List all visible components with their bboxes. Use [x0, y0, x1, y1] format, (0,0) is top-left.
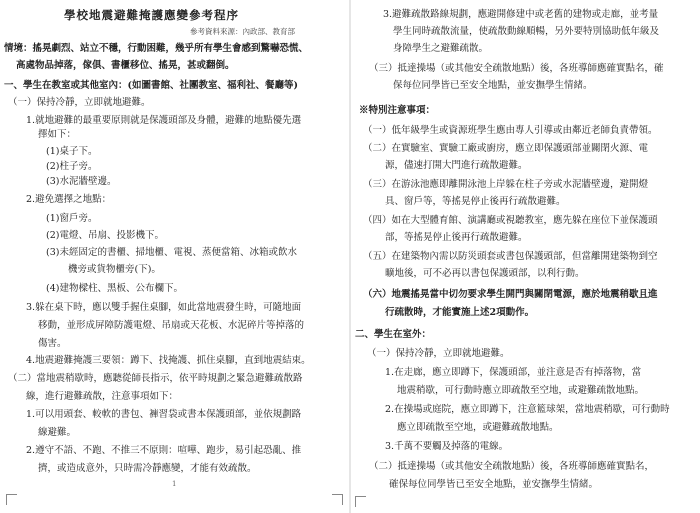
- list-item: (2)柱子旁。: [46, 161, 98, 172]
- list-item: 確保每位同學皆已至安全地點，並安撫學生情緒。: [389, 479, 599, 490]
- list-item: 應立即疏散至空地，或避難疏散地點。: [397, 422, 559, 433]
- section-heading-outdoor: 二、學生在室外：: [355, 329, 432, 340]
- section-heading-indoor: 一、學生在教室或其他室內：(如圖書館、社團教室、福利社、餐廳等): [4, 80, 298, 91]
- special-notes-heading: ※特別注意事項：: [359, 105, 436, 116]
- list-item: 傷害。: [38, 338, 67, 349]
- list-item: （一）保持冷靜，立即就地避難。: [367, 348, 510, 359]
- list-item: 3.避難疏散路線規劃，應避開修建中或老舊的建物或走廊，並考量: [383, 9, 659, 20]
- list-item: (1)桌子下。: [46, 146, 98, 157]
- list-item: 機旁或貨物櫃旁(下)。: [68, 264, 161, 275]
- list-item: 身障學生之避難疏散。: [393, 43, 489, 54]
- scenario-line-1: 情境：搖晃劇烈、站立不穩，行動困難，幾乎所有學生會感到驚嚇恐慌、: [4, 43, 309, 54]
- list-item: 4.地震避難掩護三要領：蹲下、找掩護、抓住桌腳，直到地震結束。: [26, 355, 311, 366]
- list-item: 移動，並形成屏障防護電燈、吊扇或天花板、水泥碎片等掉落的: [38, 320, 305, 331]
- list-item: 地震稍歇，可行動時應立即疏散至空地，或避難疏散地點。: [397, 385, 645, 396]
- list-item: 擠，或造成意外，只時需冷靜應變，才能有效疏散。: [38, 463, 257, 474]
- list-item: 源，儘速打開大門進行疏散避難。: [385, 160, 528, 171]
- list-item: 曠地後，可不必再以書包保護頭部，以利行動。: [385, 268, 585, 279]
- list-item: （三）抵達操場（或其他安全疏散地點）後，各班導師應確實點名，確: [369, 63, 664, 74]
- list-item: (4)建物樑柱、黑板、公布欄下。: [46, 283, 183, 294]
- list-item: （一）保持冷靜，立即就地避難。: [8, 97, 151, 108]
- list-item: (2)電燈、吊扇、投影機下。: [46, 230, 164, 241]
- list-item: （四）如在大型體育館、演講廳或視聽教室，應先躲在座位下並保護頭: [363, 215, 658, 226]
- list-item: （二）在實驗室、實驗工廠或廚房，應立即保護頭部並關閉火源、電: [363, 143, 649, 154]
- list-item: 行疏散時，才能實施上述2項動作。: [385, 307, 535, 318]
- document-title: 學校地震避難掩護應變參考程序: [64, 8, 239, 22]
- document-page-right: [351, 0, 700, 513]
- list-item: 2.避免選擇之地點：: [26, 194, 112, 205]
- source-note: 參考資料來源：內政部、教育部: [190, 27, 295, 36]
- list-item: 2.在操場或庭院，應立即蹲下，注意籃球架，當地震稍歇，可行動時: [385, 404, 670, 415]
- list-item: （五）在建築物內需以防災頭套或書包保護頭部，但當離開建築物到空: [363, 251, 658, 262]
- page-number: 1: [172, 480, 177, 488]
- list-item: 3.躲在桌下時，應以雙手握住桌腳，如此當地震發生時，可隨地面: [26, 302, 302, 313]
- list-item: （二）抵達操場（或其他安全疏散地點）後，各班導師應確實點名，: [369, 461, 655, 472]
- list-item: （六）地震搖晃當中切勿要求學生開門與關閉電源，應於地震稍歇且進: [363, 289, 658, 300]
- list-item: (3)水泥牆壁邊。: [46, 176, 117, 187]
- list-item: 線，進行避難疏散，注意事項如下：: [26, 391, 179, 402]
- list-item: 線避難。: [38, 427, 77, 438]
- crop-mark: [355, 496, 366, 507]
- list-item: 部，等搖晃停止後再行疏散避難。: [385, 232, 528, 243]
- list-item: 3.千萬不要觸及掉落的電線。: [385, 441, 509, 452]
- list-item: 具、窗戶等，等搖晃停止後再行疏散避難。: [385, 196, 566, 207]
- list-item: （二）當地震稍歇時，應聽從師長指示，依平時規劃之緊急避難疏散路: [8, 373, 303, 384]
- document-page-left: [0, 0, 349, 513]
- crop-mark: [6, 494, 17, 505]
- list-item: 保每位同學皆已至安全地點，並安撫學生情緒。: [393, 80, 593, 91]
- list-item: 擇如下：: [38, 129, 77, 140]
- list-item: 1.可以用頭套、較軟的書包、褲習袋或書本保護頭部，並依規劃路: [26, 409, 302, 420]
- list-item: 2.遵守不語、不跑、不推三不原則：喧嘩、跑步，易引起恐亂、推: [26, 445, 302, 456]
- list-item: 1.在走廊，應立即蹲下，保護頭部，並注意是否有掉落物，當: [385, 367, 642, 378]
- list-item: （一）低年級學生或資源班學生應由專人引導或由鄰近老師負責帶領。: [363, 125, 658, 136]
- scenario-line-2: 高處物品掉落，傢俱、書櫃移位、搖晃，甚或翻倒。: [16, 60, 235, 71]
- list-item: (3)未經固定的書櫃、掃地櫃、電視、蒸便當箱、冰箱或飲水: [46, 247, 297, 258]
- list-item: 學生同時疏散流量，使疏散動線順暢，另外要特別協助低年級及: [393, 26, 660, 37]
- list-item: （三）在游泳池應即離開泳池上岸躲在柱子旁或水泥牆壁邊，避開燈: [363, 179, 649, 190]
- list-item: 1.就地避難的最重要原則就是保護頭部及身體，避難的地點優先選: [26, 115, 302, 126]
- list-item: (1)窗戶旁。: [46, 213, 98, 224]
- crop-mark: [332, 494, 343, 505]
